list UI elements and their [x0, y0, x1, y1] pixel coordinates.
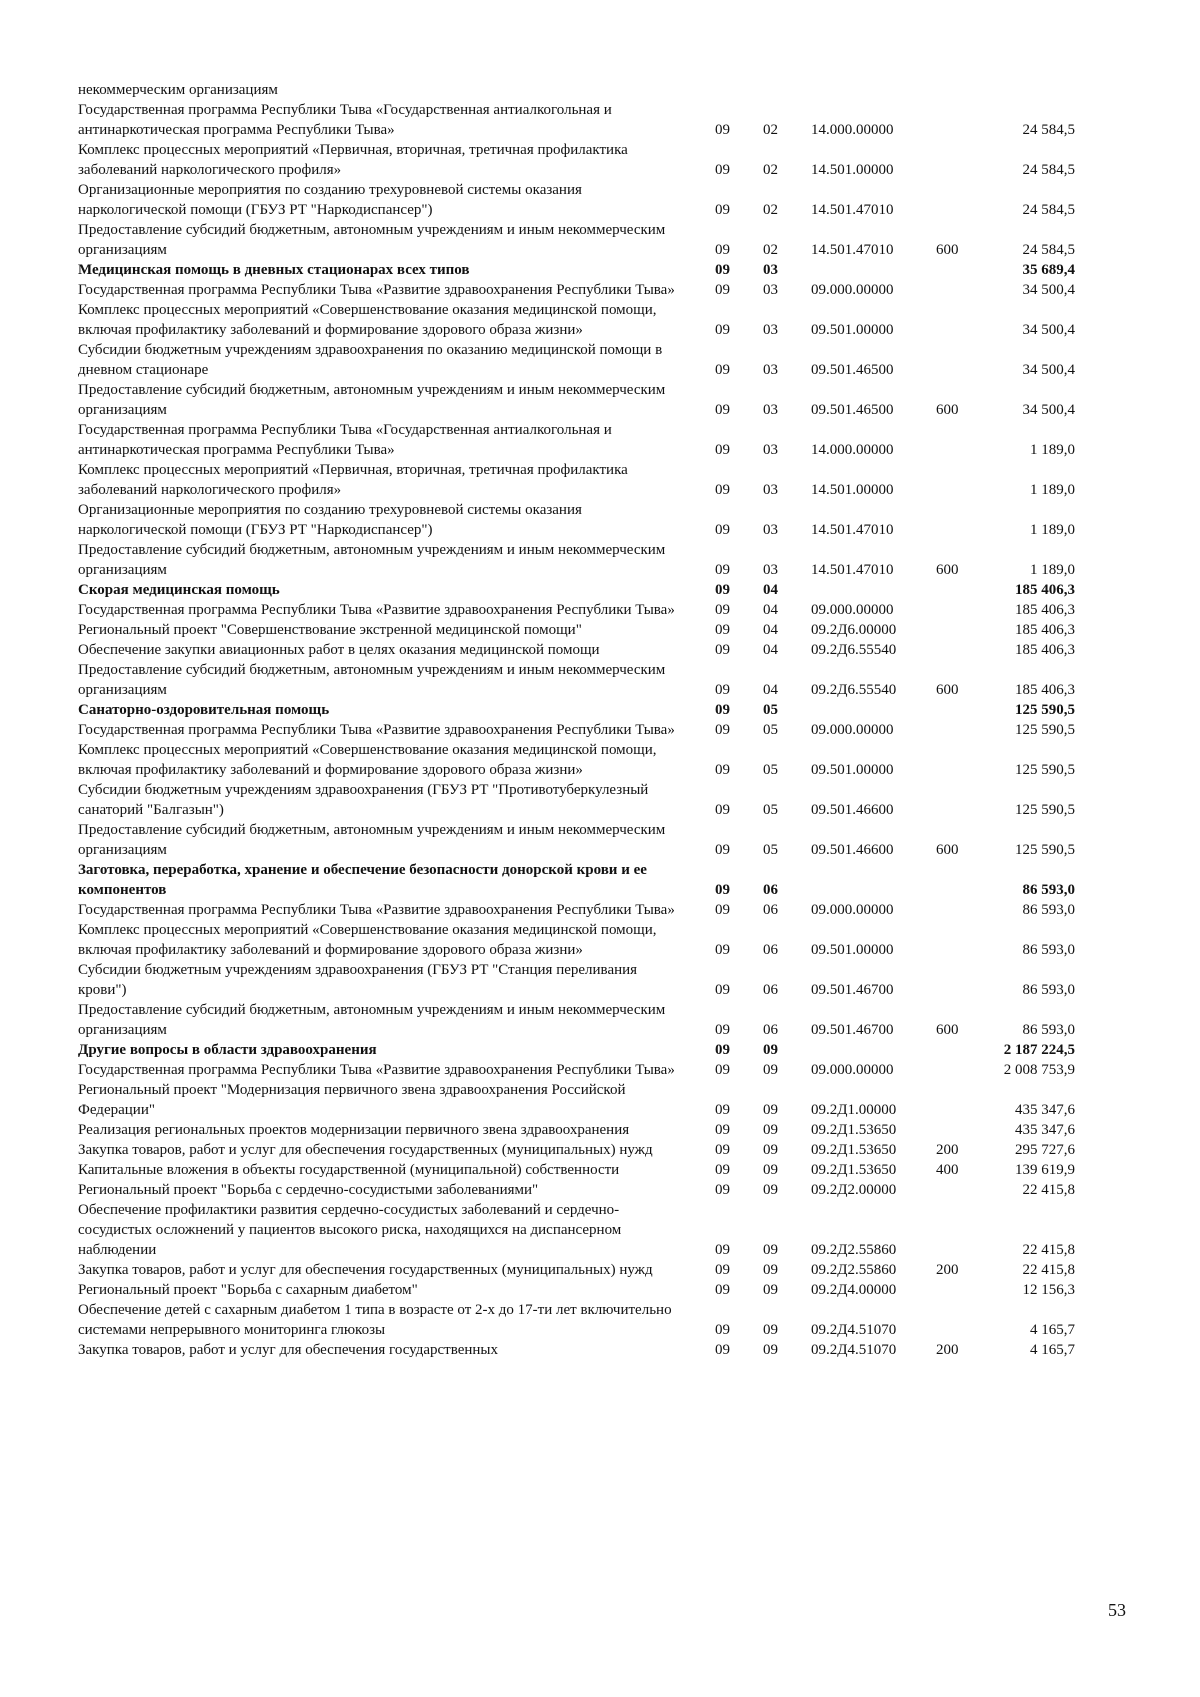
subsection-code: 04 [763, 602, 778, 618]
table-row [78, 1120, 1128, 1140]
table-row [78, 140, 1128, 180]
target-article-code: 09.2Д2.55860 [811, 1262, 897, 1278]
section-code: 09 [715, 1242, 730, 1258]
subsection-code: 03 [763, 522, 778, 538]
subsection-code: 04 [763, 642, 778, 658]
subsection-code: 09 [763, 1282, 778, 1298]
row-name: Организационные мероприятия по созданию трехуровневой системы оказания наркологической помощи (ГБУЗ РТ "Наркодиспансер") [78, 502, 582, 538]
subsection-code: 09 [763, 1322, 778, 1338]
section-code: 09 [715, 1342, 730, 1358]
target-article-code: 09.501.00000 [811, 762, 894, 778]
subsection-code: 05 [763, 762, 778, 778]
target-article-code: 14.501.47010 [811, 522, 894, 538]
table-row [78, 1340, 1128, 1360]
row-name: Государственная программа Республики Тыва «Государственная антиалкогольная и антинаркотическая программа Республики Тыва» [78, 102, 612, 138]
section-code: 09 [715, 602, 730, 618]
section-code: 09 [715, 882, 730, 898]
target-article-code: 14.501.47010 [811, 242, 894, 258]
row-name: Государственная программа Республики Тыва «Развитие здравоохранения Республики Тыва» [78, 1062, 675, 1078]
amount: 34 500,4 [1022, 402, 1075, 418]
row-name: Закупка товаров, работ и услуг для обеспечения государственных [78, 1342, 499, 1358]
amount: 185 406,3 [1015, 642, 1075, 658]
amount: 185 406,3 [1015, 622, 1075, 638]
target-article-code: 09.501.46700 [811, 982, 894, 998]
target-article-code: 09.2Д4.51070 [811, 1342, 897, 1358]
table-row [78, 300, 1128, 340]
subsection-code: 09 [763, 1122, 778, 1138]
table-row [78, 380, 1128, 420]
table-row [78, 460, 1128, 500]
subsection-code: 09 [763, 1142, 778, 1158]
amount: 24 584,5 [1022, 162, 1075, 178]
target-article-code: 09.000.00000 [811, 1062, 894, 1078]
target-article-code: 14.000.00000 [811, 122, 894, 138]
table-row [78, 860, 1128, 900]
amount: 22 415,8 [1022, 1182, 1075, 1198]
table-row [78, 580, 1128, 600]
table-row [78, 780, 1128, 820]
table-row [78, 280, 1128, 300]
target-article-code: 09.2Д4.51070 [811, 1322, 897, 1338]
table-row [78, 540, 1128, 580]
table-row [78, 640, 1128, 660]
section-code: 09 [715, 562, 730, 578]
subsection-code: 02 [763, 242, 778, 258]
target-article-code: 14.501.47010 [811, 202, 894, 218]
amount: 1 189,0 [1030, 442, 1075, 458]
amount: 34 500,4 [1022, 282, 1075, 298]
section-code: 09 [715, 322, 730, 338]
subsection-code: 05 [763, 842, 778, 858]
section-code: 09 [715, 1262, 730, 1278]
row-name: Предоставление субсидий бюджетным, автономным учреждениям и иным некоммерческим организациям [78, 662, 666, 698]
row-name: Организационные мероприятия по созданию трехуровневой системы оказания наркологической помощи (ГБУЗ РТ "Наркодиспансер") [78, 182, 582, 218]
row-name: Комплекс процессных мероприятий «Совершенствование оказания медицинской помощи, включая профилактику заболеваний и формирование здорового образа жизни» [78, 922, 657, 958]
row-name: Предоставление субсидий бюджетным, автономным учреждениям и иным некоммерческим организациям [78, 542, 666, 578]
amount: 34 500,4 [1022, 362, 1075, 378]
row-name: Региональный проект "Борьба с сердечно-сосудистыми заболеваниями" [78, 1182, 539, 1198]
page-number: 53 [1108, 1600, 1126, 1620]
row-name: Государственная программа Республики Тыва «Развитие здравоохранения Республики Тыва» [78, 602, 675, 618]
section-code: 09 [715, 202, 730, 218]
row-name: Региональный проект "Модернизация первичного звена здравоохранения Российской Федерации" [78, 1082, 626, 1118]
amount: 86 593,0 [1022, 982, 1075, 998]
subsection-code: 02 [763, 162, 778, 178]
amount: 435 347,6 [1015, 1102, 1075, 1118]
expense-type-code: 200 [936, 1142, 959, 1158]
table-row [78, 100, 1128, 140]
section-code: 09 [715, 982, 730, 998]
table-row [78, 960, 1128, 1000]
amount: 35 689,4 [1022, 262, 1075, 278]
table-row [78, 420, 1128, 460]
row-name: Санаторно-оздоровительная помощь [78, 702, 330, 718]
section-code: 09 [715, 702, 730, 718]
table-row [78, 1180, 1128, 1200]
table-row [78, 1060, 1128, 1080]
section-code: 09 [715, 242, 730, 258]
table-row [78, 900, 1128, 920]
amount: 1 189,0 [1030, 482, 1075, 498]
row-name: Субсидии бюджетным учреждениям здравоохранения (ГБУЗ РТ "Станция переливания крови") [78, 962, 638, 998]
row-name: Реализация региональных проектов модернизации первичного звена здравоохранения [78, 1122, 630, 1138]
section-code: 09 [715, 1122, 730, 1138]
section-code: 09 [715, 802, 730, 818]
table-row [78, 1040, 1128, 1060]
row-name: Комплекс процессных мероприятий «Совершенствование оказания медицинской помощи, включая профилактику заболеваний и формирование здорового образа жизни» [78, 742, 657, 778]
section-code: 09 [715, 642, 730, 658]
table-row [78, 1300, 1128, 1340]
section-code: 09 [715, 1322, 730, 1338]
row-name: Закупка товаров, работ и услуг для обеспечения государственных (муниципальных) нужд [78, 1142, 653, 1158]
subsection-code: 05 [763, 702, 778, 718]
amount: 24 584,5 [1022, 122, 1075, 138]
section-code: 09 [715, 262, 730, 278]
target-article-code: 09.501.46500 [811, 402, 894, 418]
subsection-code: 06 [763, 982, 778, 998]
subsection-code: 09 [763, 1102, 778, 1118]
row-name: Медицинская помощь в дневных стационарах всех типов [78, 262, 470, 278]
amount: 24 584,5 [1022, 242, 1075, 258]
row-name: Предоставление субсидий бюджетным, автономным учреждениям и иным некоммерческим организациям [78, 222, 666, 258]
subsection-code: 05 [763, 722, 778, 738]
amount: 86 593,0 [1022, 902, 1075, 918]
table-row [78, 340, 1128, 380]
amount: 1 189,0 [1030, 562, 1075, 578]
amount: 185 406,3 [1015, 602, 1075, 618]
amount: 125 590,5 [1015, 802, 1075, 818]
table-row [78, 1280, 1128, 1300]
target-article-code: 09.501.00000 [811, 942, 894, 958]
table-row [78, 740, 1128, 780]
row-name: Скорая медицинская помощь [78, 582, 280, 598]
amount: 12 156,3 [1022, 1282, 1075, 1298]
subsection-code: 03 [763, 282, 778, 298]
section-code: 09 [715, 1042, 730, 1058]
row-name: Комплекс процессных мероприятий «Совершенствование оказания медицинской помощи, включая профилактику заболеваний и формирование здорового образа жизни» [78, 302, 657, 338]
row-name: Предоставление субсидий бюджетным, автономным учреждениям и иным некоммерческим организациям [78, 1002, 666, 1038]
subsection-code: 06 [763, 882, 778, 898]
table-row [78, 1000, 1128, 1040]
target-article-code: 09.000.00000 [811, 282, 894, 298]
subsection-code: 09 [763, 1162, 778, 1178]
section-code: 09 [715, 682, 730, 698]
section-code: 09 [715, 522, 730, 538]
expense-type-code: 600 [936, 842, 959, 858]
row-name: Капитальные вложения в объекты государственной (муниципальной) собственности [78, 1162, 620, 1178]
subsection-code: 09 [763, 1062, 778, 1078]
expense-type-code: 600 [936, 562, 959, 578]
subsection-code: 02 [763, 202, 778, 218]
section-code: 09 [715, 582, 730, 598]
section-code: 09 [715, 402, 730, 418]
budget-table [78, 80, 1128, 1360]
section-code: 09 [715, 162, 730, 178]
subsection-code: 05 [763, 802, 778, 818]
target-article-code: 09.000.00000 [811, 722, 894, 738]
section-code: 09 [715, 1102, 730, 1118]
row-name: Региональный проект "Совершенствование экстренной медицинской помощи" [78, 622, 582, 638]
section-code: 09 [715, 122, 730, 138]
target-article-code: 09.501.46600 [811, 842, 894, 858]
target-article-code: 09.2Д4.00000 [811, 1282, 897, 1298]
target-article-code: 09.2Д6.55540 [811, 642, 897, 658]
section-code: 09 [715, 762, 730, 778]
expense-type-code: 200 [936, 1262, 959, 1278]
table-row [78, 1260, 1128, 1280]
section-code: 09 [715, 282, 730, 298]
amount: 125 590,5 [1015, 762, 1075, 778]
target-article-code: 09.000.00000 [811, 602, 894, 618]
target-article-code: 14.501.00000 [811, 162, 894, 178]
row-name: Предоставление субсидий бюджетным, автономным учреждениям и иным некоммерческим организациям [78, 382, 666, 418]
target-article-code: 09.2Д1.53650 [811, 1142, 897, 1158]
subsection-code: 03 [763, 482, 778, 498]
table-row [78, 1140, 1128, 1160]
row-name: Комплекс процессных мероприятий «Первичная, вторичная, третичная профилактика заболеваний наркологического профиля» [78, 142, 628, 178]
row-name: Закупка товаров, работ и услуг для обеспечения государственных (муниципальных) нужд [78, 1262, 653, 1278]
section-code: 09 [715, 1062, 730, 1078]
subsection-code: 09 [763, 1042, 778, 1058]
row-name: Региональный проект "Борьба с сахарным диабетом" [78, 1282, 418, 1298]
expense-type-code: 600 [936, 402, 959, 418]
table-row [78, 600, 1128, 620]
subsection-code: 04 [763, 682, 778, 698]
target-article-code: 09.2Д1.53650 [811, 1162, 897, 1178]
row-name: Обеспечение детей с сахарным диабетом 1 типа в возрасте от 2-х до 17-ти лет включительно системами непрерывного мониторинга глюкозы [78, 1302, 672, 1338]
subsection-code: 09 [763, 1342, 778, 1358]
subsection-code: 06 [763, 1022, 778, 1038]
target-article-code: 09.501.00000 [811, 322, 894, 338]
table-row [78, 180, 1128, 220]
amount: 295 727,6 [1015, 1142, 1075, 1158]
section-code: 09 [715, 1142, 730, 1158]
subsection-code: 03 [763, 562, 778, 578]
target-article-code: 09.501.46600 [811, 802, 894, 818]
subsection-code: 03 [763, 362, 778, 378]
amount: 22 415,8 [1022, 1242, 1075, 1258]
table-row [78, 500, 1128, 540]
table-row [78, 820, 1128, 860]
table-row [78, 920, 1128, 960]
subsection-code: 03 [763, 442, 778, 458]
expense-type-code: 600 [936, 682, 959, 698]
amount: 34 500,4 [1022, 322, 1075, 338]
amount: 22 415,8 [1022, 1262, 1075, 1278]
amount: 139 619,9 [1015, 1162, 1075, 1178]
amount: 24 584,5 [1022, 202, 1075, 218]
table-row [78, 720, 1128, 740]
row-name: Государственная программа Республики Тыва «Развитие здравоохранения Республики Тыва» [78, 902, 675, 918]
amount: 86 593,0 [1022, 1022, 1075, 1038]
amount: 86 593,0 [1022, 942, 1075, 958]
section-code: 09 [715, 722, 730, 738]
row-name: Государственная программа Республики Тыва «Государственная антиалкогольная и антинаркотическая программа Республики Тыва» [78, 422, 612, 458]
target-article-code: 14.501.00000 [811, 482, 894, 498]
subsection-code: 03 [763, 262, 778, 278]
row-name: Государственная программа Республики Тыва «Развитие здравоохранения Республики Тыва» [78, 722, 675, 738]
section-code: 09 [715, 942, 730, 958]
expense-type-code: 200 [936, 1342, 959, 1358]
row-name: Субсидии бюджетным учреждениям здравоохранения по оказанию медицинской помощи в дневном стационаре [78, 342, 663, 378]
section-code: 09 [715, 1282, 730, 1298]
amount: 435 347,6 [1015, 1122, 1075, 1138]
row-name: Обеспечение профилактики развития сердечно-сосудистых заболеваний и сердечно-сосудистых осложнений у пациентов высокого риска, находящихся на диспансерном наблюдении [78, 1202, 622, 1258]
row-name: Обеспечение закупки авиационных работ в целях оказания медицинской помощи [78, 642, 600, 658]
table-row [78, 1080, 1128, 1120]
row-name: некоммерческим организациям [78, 82, 278, 98]
subsection-code: 03 [763, 402, 778, 418]
table-row [78, 620, 1128, 640]
amount: 1 189,0 [1030, 522, 1075, 538]
section-code: 09 [715, 902, 730, 918]
target-article-code: 09.2Д1.00000 [811, 1102, 897, 1118]
table-row [78, 1200, 1128, 1260]
amount: 185 406,3 [1015, 582, 1075, 598]
target-article-code: 09.501.46500 [811, 362, 894, 378]
subsection-code: 06 [763, 942, 778, 958]
amount: 185 406,3 [1015, 682, 1075, 698]
subsection-code: 09 [763, 1242, 778, 1258]
section-code: 09 [715, 442, 730, 458]
table-row [78, 260, 1128, 280]
table-row [78, 1160, 1128, 1180]
row-name: Другие вопросы в области здравоохранения [78, 1042, 377, 1058]
subsection-code: 09 [763, 1182, 778, 1198]
target-article-code: 09.000.00000 [811, 902, 894, 918]
target-article-code: 09.2Д2.55860 [811, 1242, 897, 1258]
table-row [78, 660, 1128, 700]
target-article-code: 14.000.00000 [811, 442, 894, 458]
section-code: 09 [715, 362, 730, 378]
target-article-code: 09.2Д6.55540 [811, 682, 897, 698]
row-name: Государственная программа Республики Тыва «Развитие здравоохранения Республики Тыва» [78, 282, 675, 298]
section-code: 09 [715, 1162, 730, 1178]
table-row [78, 220, 1128, 260]
subsection-code: 02 [763, 122, 778, 138]
row-name: Заготовка, переработка, хранение и обеспечение безопасности донорской крови и ее компонентов [78, 862, 647, 898]
section-code: 09 [715, 842, 730, 858]
subsection-code: 09 [763, 1262, 778, 1278]
subsection-code: 04 [763, 582, 778, 598]
row-name: Комплекс процессных мероприятий «Первичная, вторичная, третичная профилактика заболеваний наркологического профиля» [78, 462, 628, 498]
table-row [78, 80, 1128, 100]
subsection-code: 03 [763, 322, 778, 338]
section-code: 09 [715, 1182, 730, 1198]
expense-type-code: 600 [936, 1022, 959, 1038]
amount: 86 593,0 [1022, 882, 1075, 898]
target-article-code: 14.501.47010 [811, 562, 894, 578]
target-article-code: 09.2Д1.53650 [811, 1122, 897, 1138]
amount: 2 187 224,5 [1003, 1042, 1075, 1058]
expense-type-code: 600 [936, 242, 959, 258]
subsection-code: 04 [763, 622, 778, 638]
target-article-code: 09.501.46700 [811, 1022, 894, 1038]
row-name: Субсидии бюджетным учреждениям здравоохранения (ГБУЗ РТ "Противотуберкулезный санаторий "Балгазын") [78, 782, 649, 818]
amount: 2 008 753,9 [1003, 1062, 1075, 1078]
row-name: Предоставление субсидий бюджетным, автономным учреждениям и иным некоммерческим организациям [78, 822, 666, 858]
section-code: 09 [715, 622, 730, 638]
section-code: 09 [715, 482, 730, 498]
target-article-code: 09.2Д2.00000 [811, 1182, 897, 1198]
target-article-code: 09.2Д6.00000 [811, 622, 897, 638]
amount: 125 590,5 [1015, 722, 1075, 738]
amount: 4 165,7 [1030, 1322, 1075, 1338]
amount: 4 165,7 [1030, 1342, 1075, 1358]
table-row [78, 700, 1128, 720]
subsection-code: 06 [763, 902, 778, 918]
section-code: 09 [715, 1022, 730, 1038]
amount: 125 590,5 [1015, 842, 1075, 858]
amount: 125 590,5 [1015, 702, 1075, 718]
expense-type-code: 400 [936, 1162, 959, 1178]
